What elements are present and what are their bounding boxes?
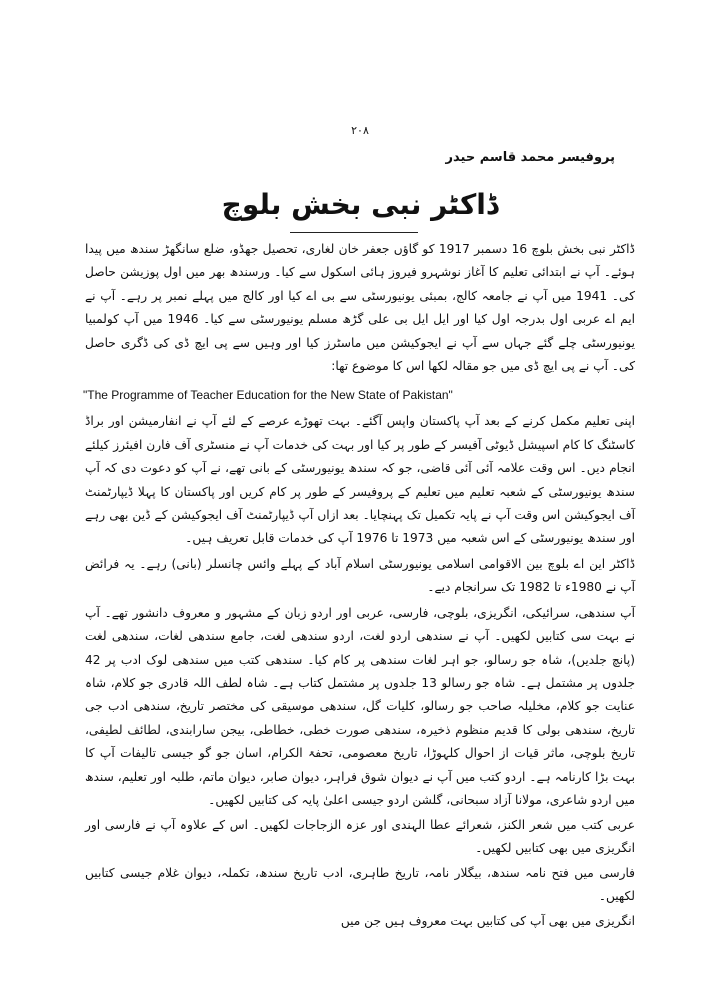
paragraph-career: اپنی تعلیم مکمل کرنے کے بعد آپ پاکستان واپس آگئے۔ بہت تھوڑے عرصے کے لئے آپ نے انفارمیشن اور براڈ کاسٹنگ کا کام اسپیشل ڈیوٹی آفیسر کے طور پر کیا اور بہت کی خدمات آپ نے منسٹری آف فارن افیئرز کیلئے انجام دیں۔ اس وقت علامہ آئی آئی قاضی، جو کہ سندھ یونیورسٹی کے بانی تھے، نے آپ کو دعوت دی کہ آپ سندھ یونیورسٹی کے شعبہ تعلیم میں تعلیم کے پروفیسر کے طور پر کام کریں اور پاکستان کا پہلا ڈیپارٹمنٹ آف ایجوکیشن اس وقت آپ نے پایہ تکمیل تک پہنچایا۔ بعد ازاں آپ ڈیپارٹمنٹ آف ایجوکیشن کے ڈین بھی رہے اور سندھ یونیورسٹی کے اس شعبہ میں 1973 تا 1976 آپ کی خدمات قابل تعریف ہیں۔ — [85, 414, 635, 546]
title-underline — [290, 232, 418, 233]
paragraph-persian-books: فارسی میں فتح نامہ سندھ، بیگلار نامہ، تاریخ طاہری، ادب تاریخ سندھ، تکملہ، دیوان غلام جیسی کتابیں لکھیں۔ — [85, 866, 635, 904]
article-title: ڈاکٹر نبی بخش بلوچ — [221, 188, 499, 221]
paragraph-vice-chancellor: ڈاکٹر این اے بلوچ بین الاقوامی اسلامی یونیورسٹی اسلام آباد کے پہلے وائس چانسلر (بانی) رہے۔ یہ فرائض آپ نے 1980ء تا 1982 تک سرانجام دیے۔ — [85, 556, 635, 595]
page-number: ۲۰۸ — [351, 124, 369, 137]
paragraph-english-books: انگریزی میں بھی آپ کی کتابیں بہت معروف ہیں جن میں — [340, 914, 635, 929]
article-body — [85, 238, 635, 935]
thesis-title-english: "The Programme of Teacher Education for the New State of Pakistan" — [83, 388, 453, 403]
author-name: پروفیسر محمد قاسم حیدر — [445, 150, 615, 165]
paragraph-works: آپ سندھی، سرائیکی، انگریزی، بلوچی، فارسی، عربی اور اردو زبان کے مشہور و معروف دانشور تھے۔ آپ نے بہت سی کتابیں لکھیں۔ آپ نے سندھی اردو لغت، اردو سندھی لغت، جامع سندھی لغات، سندھی لغت (پانچ جلدیں)، شاہ جو رسالو، جو اہر لغات سندھی پر کام کیا۔ سندھی کتب میں سندھی لوک ادب پر 42 جلدوں پر مشتمل ہے۔ شاہ جو رسالو 13 جلدوں پر مشتمل کتاب ہے۔ شاہ لطف اللہ قادری جو کلام، شاہ عنایت جو کلام، مخلیلہ صاحب جو رسالو، کلیات گل، سندھی موسیقی کی مختصر تاریخ، سندھی ادب جی تاریخ، سندھی بولی کا قدیم منظوم ذخیرہ، سندھی صورت خطی، خطاطی، بیجن سارابندی، لطائف لطیفی، تاریخ بلوچی، ماثر قیات از احوال کلہوڑا، تاریخ معصومی، تحفۃ الکرام، اسان جو گو جیسی تالیفات آپ کا بہت بڑا کارنامہ ہے۔ اردو کتب میں آپ نے دیوان شوق فراہر، دیوان صابر، دیوان ماتم، طلبہ اور تعلیم، سندھ میں اردو شاعری، مولانا آزاد سبحانی، گلشن اردو جیسی اعلیٰ پایہ کی کتابیں لکھیں۔ — [85, 605, 635, 807]
paragraph-intro: ڈاکٹر نبی بخش بلوچ 16 دسمبر 1917 کو گاؤں جعفر خان لغاری، تحصیل جھڈو، ضلع سانگھڑ سندھ میں پیدا ہوئے۔ آپ نے ابتدائی تعلیم کا آغاز نوشہرو فیروز ہائی اسکول سے کیا۔ ورسندھ بھر میں اول پوزیشن حاصل کی۔ 1941 میں آپ نے جامعہ کالج، بمبئی یونیورسٹی سے بی اے کیا اور کالج میں پہلے نمبر پر رہے۔ آپ نے ایم اے عربی اول بدرجہ اول کیا اور ایل ایل بی علی گڑھ مسلم یونیورسٹی سے کیا۔ 1946 میں آپ کولمبیا یونیورسٹی چلے گئے جہاں سے آپ نے ایجوکیشن میں ماسٹرز کیا اور وہیں سے پی ایچ ڈی کی ڈگری حاصل کی۔ آپ نے پی ایچ ڈی میں جو مقالہ لکھا اس کا موضوع تھا: — [85, 242, 635, 374]
paragraph-arabic-books: عربی کتب میں شعر الکنز، شعرائے عطا الہندی اور عزہ الزجاجات لکھیں۔ اس کے علاوہ آپ نے فارسی اور انگریزی میں بھی کتابیں لکھیں۔ — [85, 818, 635, 856]
